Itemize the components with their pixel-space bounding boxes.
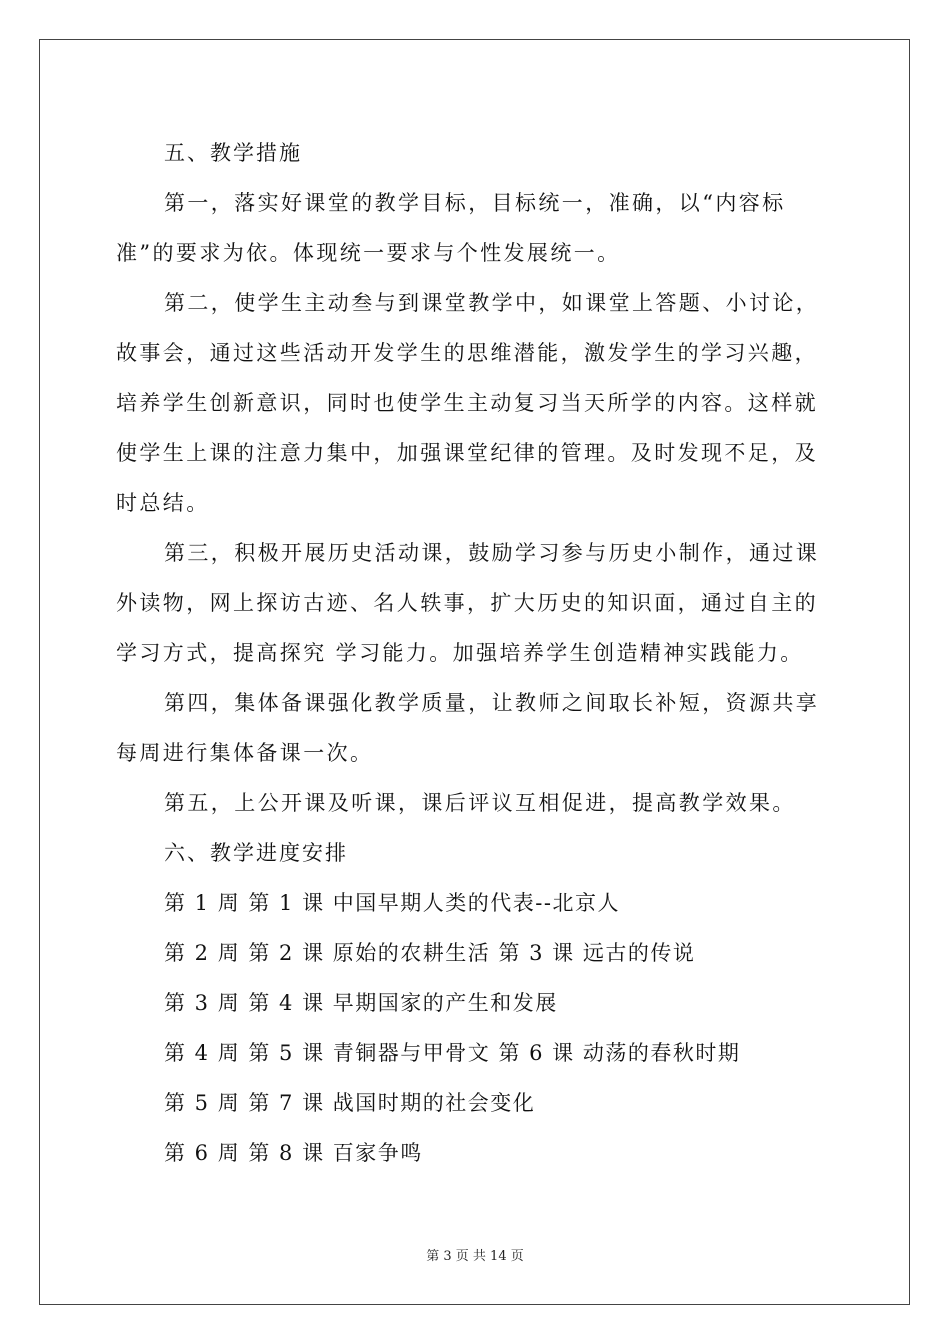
paragraph-measure-2: 第二，使学生主动叁与到课堂教学中，如课堂上答题、小讨论，故事会，通过这些活动开发学生的思维潜能，激发学生的学习兴趣，培养学生创新意识，同时也使学生主动复习当天所学的内容。这样就使学生上课的注意力集中，加强课堂纪律的管理。及时发现不足，及时总结。 bbox=[116, 291, 820, 515]
paragraph-measure-1: 第一，落实好课堂的教学目标，目标统一，准确，以“内容标准”的要求为依。体现统一要求与个性发展统一。 bbox=[116, 191, 786, 265]
paragraph-measure-5: 第五，上公开课及听课，课后评议互相促进，提高教学效果。 bbox=[164, 791, 796, 815]
schedule-week-5: 第 5 周 第 7 课 战国时期的社会变化 bbox=[164, 1091, 536, 1115]
schedule-week-2: 第 2 周 第 2 课 原始的农耕生活 第 3 课 远古的传说 bbox=[164, 941, 696, 965]
schedule-week-1: 第 1 周 第 1 课 中国早期人类的代表--北京人 bbox=[164, 891, 620, 915]
section-heading-schedule: 六、教学进度安排 bbox=[164, 841, 348, 865]
schedule-week-4: 第 4 周 第 5 课 青铜器与甲骨文 第 6 课 动荡的春秋时期 bbox=[164, 1041, 741, 1065]
section-heading-teaching-measures: 五、教学措施 bbox=[164, 141, 302, 165]
page-number-footer: 第 3 页 共 14 页 bbox=[426, 1249, 524, 1264]
schedule-week-3: 第 3 周 第 4 课 早期国家的产生和发展 bbox=[164, 991, 558, 1015]
schedule-week-6: 第 6 周 第 8 课 百家争鸣 bbox=[164, 1141, 423, 1165]
paragraph-measure-3: 第三，积极开展历史活动课，鼓励学习参与历史小制作，通过课外读物，网上探访古迹、名人轶事，扩大历史的知识面，通过自主的学习方式，提高探究 学习能力。加强培养学生创造精神实践能力。 bbox=[116, 541, 820, 665]
paragraph-measure-4: 第四，集体备课强化教学质量，让教师之间取长补短，资源共享每周进行集体备课一次。 bbox=[116, 691, 820, 765]
document-body bbox=[116, 128, 836, 1178]
